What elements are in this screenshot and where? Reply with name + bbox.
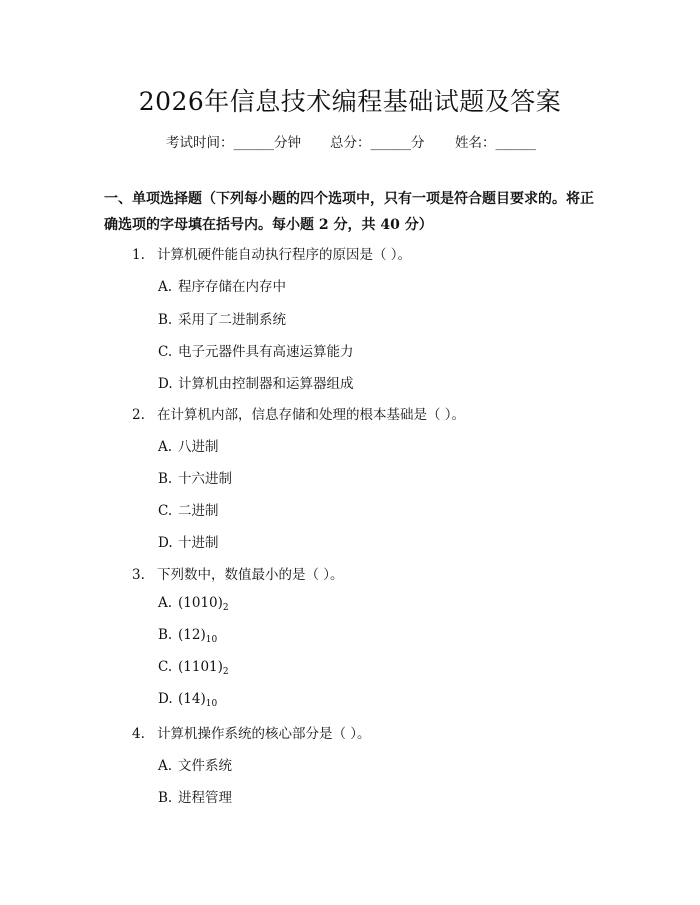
question-4	[132, 722, 371, 742]
option-text: 进程管理	[178, 790, 232, 806]
q1-option-d	[158, 372, 354, 392]
page-title: 2026年信息技术编程基础试题及答案	[138, 87, 562, 116]
question-2	[132, 403, 465, 423]
q3-option-c	[158, 659, 229, 677]
option-label: B.	[158, 790, 173, 806]
option-text: 八进制	[178, 439, 219, 455]
number-base: 2	[222, 667, 229, 677]
question-number: 2.	[132, 407, 145, 423]
option-text: 程序存储在内存中	[178, 279, 286, 295]
number-base: 10	[205, 635, 218, 645]
question-number: 4.	[132, 726, 145, 742]
q3-option-d	[158, 691, 217, 709]
option-label: B.	[158, 312, 173, 328]
question-text: 计算机硬件能自动执行程序的原因是（ ）。	[157, 247, 412, 263]
question-text: 在计算机内部，信息存储和处理的根本基础是（ ）。	[157, 407, 466, 423]
number-base: 10	[205, 699, 218, 709]
option-label: D.	[158, 535, 173, 551]
section-heading: 一、单项选择题（下列每小题的四个选项中，只有一项是符合题目要求的。将正确选项的字母填在括号内。每小题 2 分，共 40 分）	[104, 191, 594, 233]
option-label: C.	[158, 659, 173, 675]
option-text: 十进制	[178, 535, 219, 551]
option-label: A.	[158, 595, 173, 611]
question-1	[132, 243, 411, 263]
option-text: 电子元器件具有高速运算能力	[178, 344, 354, 360]
q1-option-c	[158, 340, 354, 360]
option-label: A.	[158, 279, 173, 295]
q2-option-c	[158, 499, 219, 519]
option-text: 十六进制	[178, 471, 232, 487]
option-label: D.	[158, 691, 173, 707]
option-text: (12)	[178, 627, 206, 643]
question-text: 下列数中，数值最小的是（ ）。	[157, 567, 344, 583]
question-text: 计算机操作系统的核心部分是（ ）。	[157, 726, 371, 742]
option-label: C.	[158, 344, 173, 360]
option-text: 采用了二进制系统	[178, 312, 286, 328]
option-text: 二进制	[178, 503, 219, 519]
option-label: D.	[158, 376, 173, 392]
option-label: A.	[158, 439, 173, 455]
q4-option-b	[158, 786, 232, 806]
option-label: A.	[158, 758, 173, 774]
option-label: B.	[158, 627, 173, 643]
number-base: 2	[222, 603, 229, 613]
question-number: 3.	[132, 567, 145, 583]
exam-time: 考试时间：______分钟	[166, 135, 301, 151]
q1-option-a	[158, 275, 286, 295]
q2-option-d	[158, 531, 219, 551]
option-text: 文件系统	[178, 758, 232, 774]
option-text: (14)	[178, 691, 206, 707]
option-text: (1010)	[178, 595, 223, 611]
q4-option-a	[158, 754, 232, 774]
q1-option-b	[158, 308, 286, 328]
q3-option-b	[158, 627, 217, 645]
student-name: 姓名：______	[455, 135, 536, 151]
total-score: 总分：______分	[330, 135, 425, 151]
option-label: B.	[158, 471, 173, 487]
option-text: 计算机由控制器和运算器组成	[178, 376, 354, 392]
option-label: C.	[158, 503, 173, 519]
q2-option-a	[158, 435, 219, 455]
q3-option-a	[158, 595, 229, 613]
question-3	[132, 563, 344, 583]
q2-option-b	[158, 467, 232, 487]
option-text: (1101)	[178, 659, 223, 675]
question-number: 1.	[132, 247, 145, 263]
